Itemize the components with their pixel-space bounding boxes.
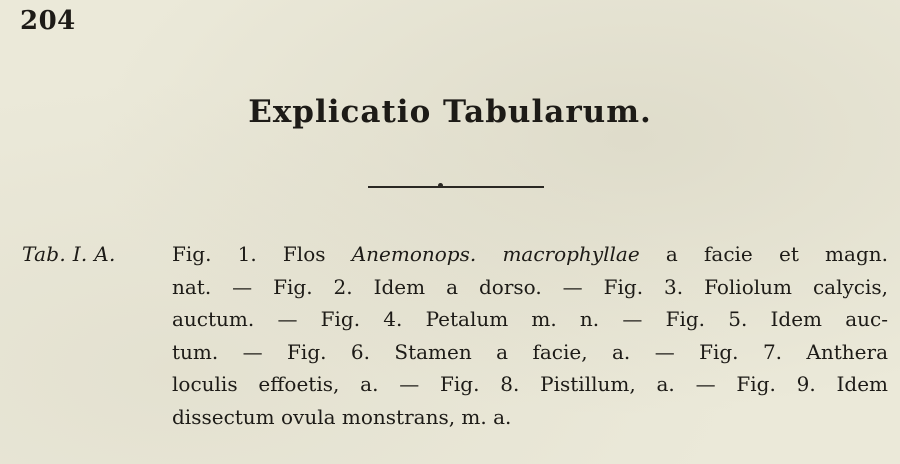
page-number: 204 [20,6,76,36]
line-text: a facie et magn. [639,242,888,266]
description-line [172,336,888,369]
line-text: Fig. 1. Flos [172,242,352,266]
line-text: dissectum ovula monstrans, m. a. [172,404,512,429]
description-line [172,238,888,271]
line-text: nat. — Fig. 2. Idem a dorso. — Fig. 3. Foliolum calycis, [172,274,888,299]
line-text: tum. — Fig. 6. Stamen a facie, a. — Fig. 7. Anthera [172,339,888,364]
section-heading: Explicatio Tabularum. [248,94,652,130]
line-text: loculis effoetis, a. — Fig. 8. Pistillum, a. — Fig. 9. Idem [172,372,888,397]
divider-ornament [438,183,443,188]
plate-description [172,238,888,434]
description-line [172,303,888,336]
divider-rule [368,186,544,188]
description-line [172,401,888,434]
description-line [172,271,888,304]
species-name: Anemonops. macrophyllae [351,242,640,266]
plate-label: Tab. I. A. [22,242,116,266]
plate-explanation-entry [22,238,888,434]
line-text: auctum. — Fig. 4. Petalum m. n. — Fig. 5. Idem auc- [172,307,888,332]
description-line [172,368,888,401]
